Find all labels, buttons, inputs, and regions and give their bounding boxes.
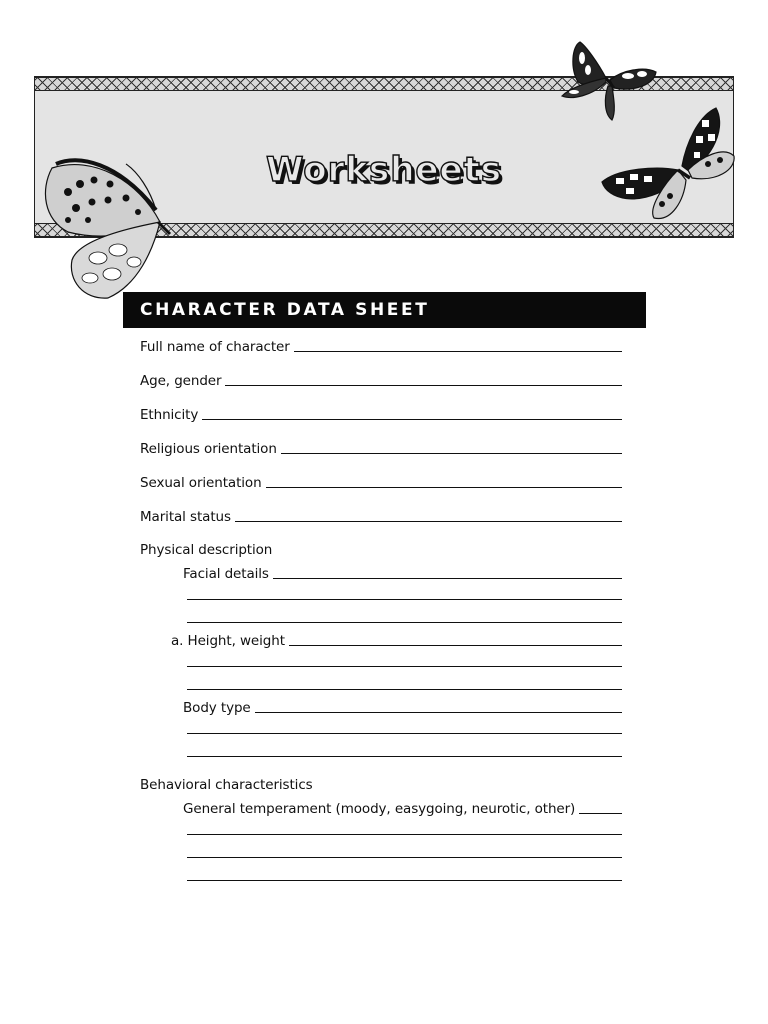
field-body-type[interactable] [183,696,622,716]
height-weight-line-3[interactable] [187,689,622,690]
height-weight-line[interactable] [289,645,622,646]
field-ethnicity[interactable] [140,403,622,423]
age-gender-label: Age, gender [140,373,222,389]
height-weight-line-2[interactable] [187,666,622,667]
religious-orientation-line[interactable] [281,453,622,454]
field-facial-details[interactable] [183,562,622,582]
religious-orientation-label: Religious orientation [140,441,277,457]
facial-details-line[interactable] [273,578,622,579]
body-type-line-3[interactable] [187,756,622,757]
full-name-label: Full name of character [140,339,290,355]
field-religious-orientation[interactable] [140,437,622,457]
height-weight-label: a. Height, weight [171,633,285,649]
section-header [123,292,646,328]
body-type-line[interactable] [255,712,622,713]
butterfly-right-icon [598,104,738,222]
facial-details-line-3[interactable] [187,622,622,623]
general-temperament-line-4[interactable] [187,880,622,881]
body-type-label: Body type [183,700,251,716]
ethnicity-label: Ethnicity [140,407,199,423]
general-temperament-line[interactable] [579,813,622,814]
age-gender-line[interactable] [225,385,622,386]
field-general-temperament[interactable] [183,797,622,817]
sexual-orientation-label: Sexual orientation [140,475,262,491]
general-temperament-line-2[interactable] [187,834,622,835]
field-full-name[interactable] [140,335,622,355]
section-title: CHARACTER DATA SHEET [140,300,430,320]
body-type-line-2[interactable] [187,733,622,734]
banner-title: Worksheets [265,150,503,190]
ethnicity-line[interactable] [202,419,622,420]
physical-description-heading: Physical description [140,542,273,558]
full-name-line[interactable] [294,351,622,352]
facial-details-label: Facial details [183,566,269,582]
marital-status-label: Marital status [140,509,231,525]
field-marital-status[interactable] [140,505,622,525]
behavioral-characteristics-heading: Behavioral characteristics [140,777,313,793]
butterfly-left-icon [38,150,178,302]
general-temperament-label: General temperament (moody, easygoing, neurotic, other) [183,801,576,817]
field-height-weight[interactable] [171,629,622,649]
field-age-gender[interactable] [140,369,622,389]
sexual-orientation-line[interactable] [266,487,622,488]
general-temperament-line-3[interactable] [187,857,622,858]
marital-status-line[interactable] [235,521,622,522]
facial-details-line-2[interactable] [187,599,622,600]
field-sexual-orientation[interactable] [140,471,622,491]
